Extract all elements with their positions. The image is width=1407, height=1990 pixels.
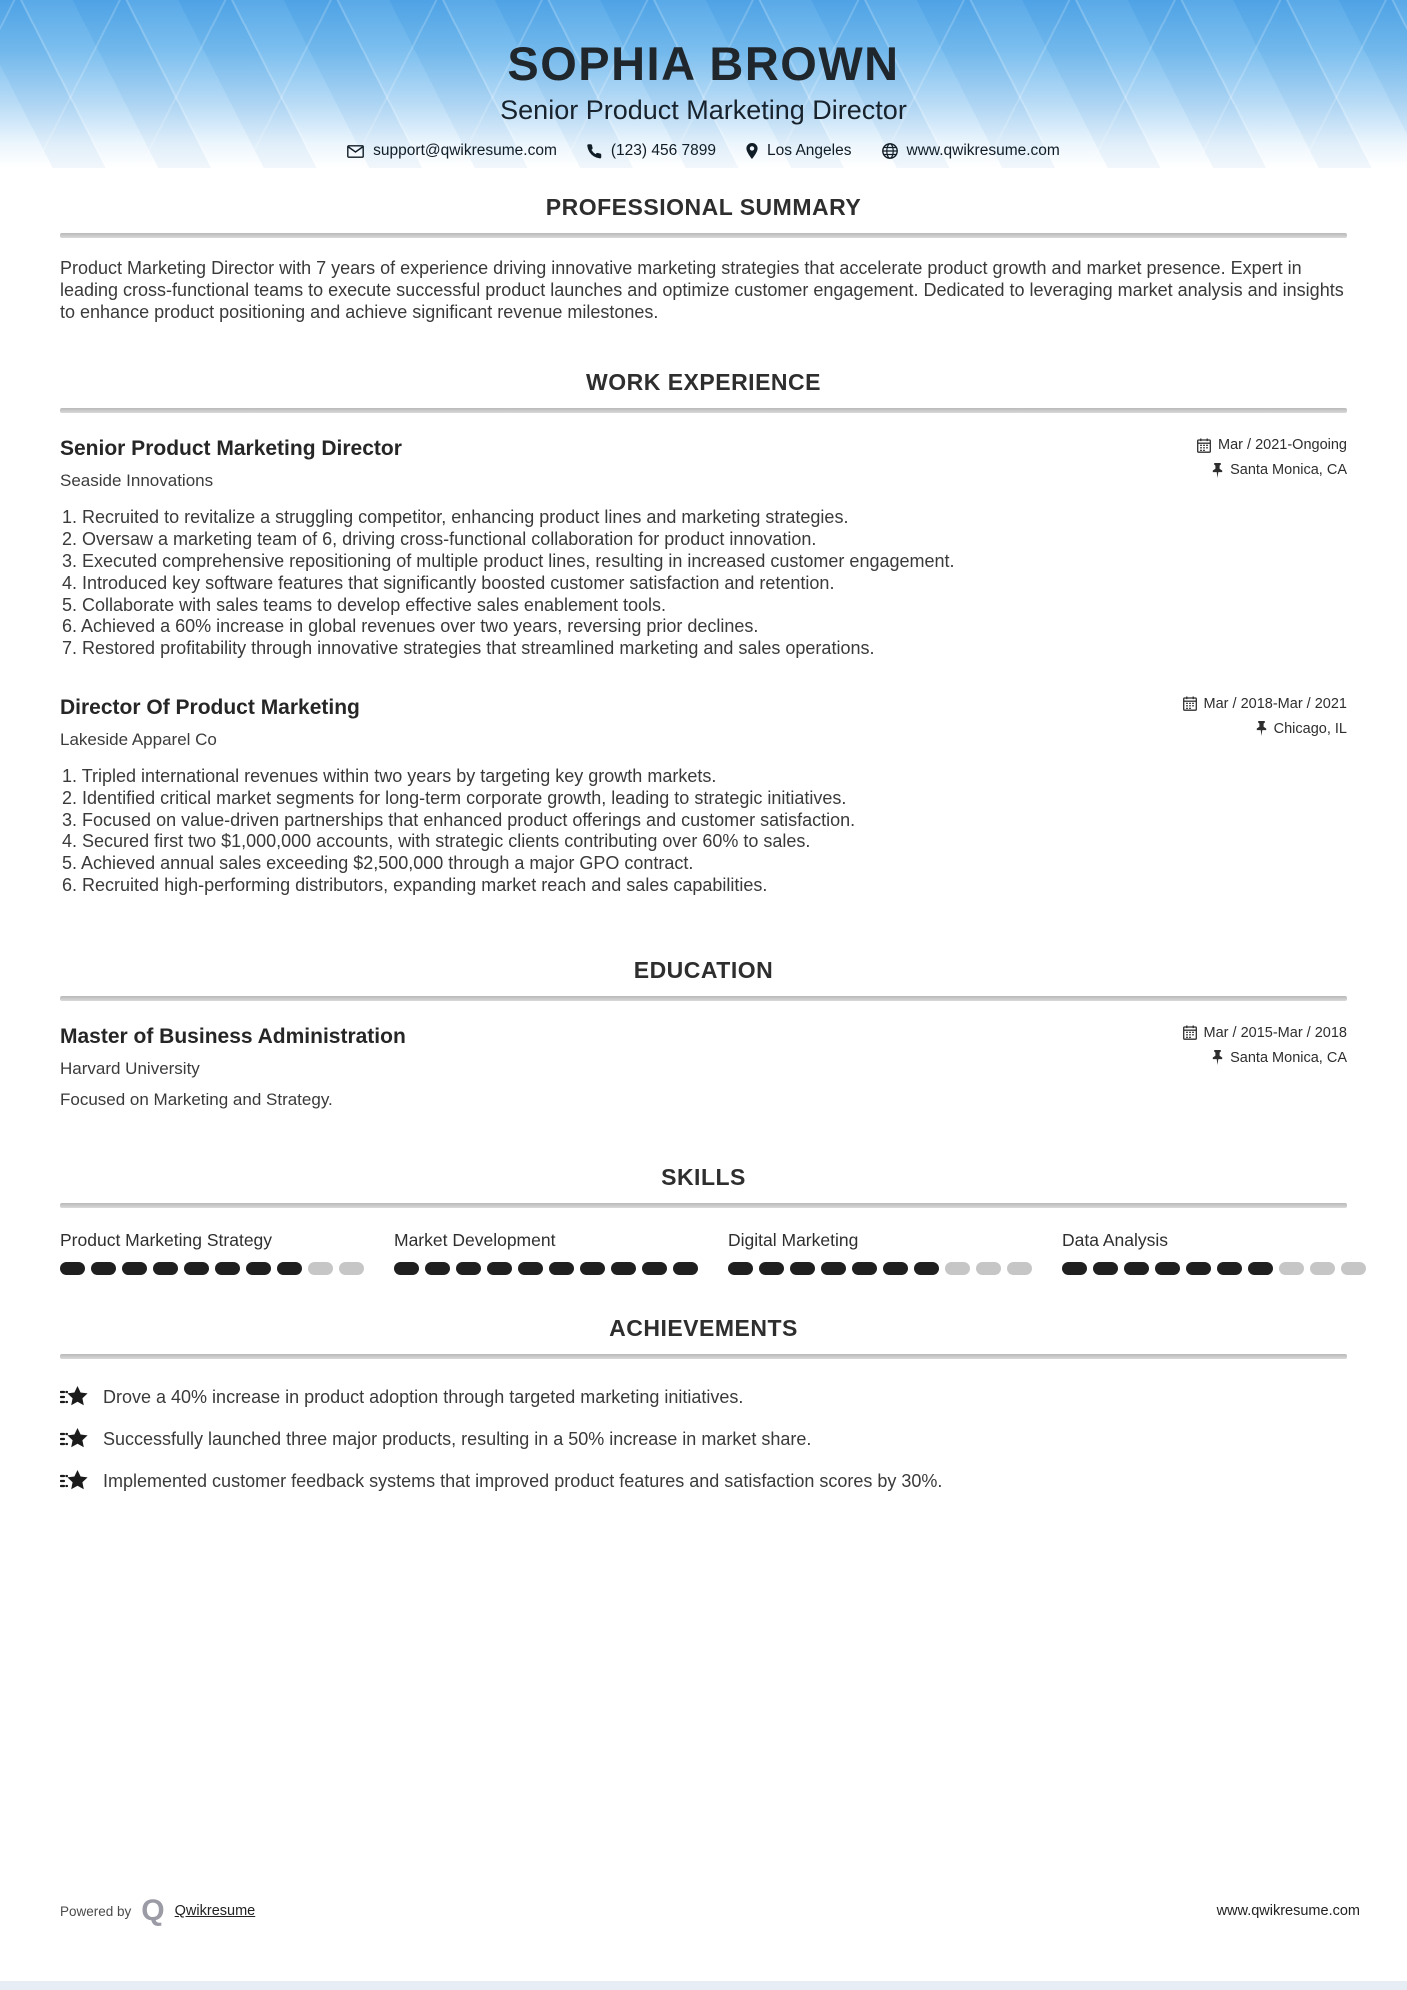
rating-dot-filled [246,1262,271,1275]
rating-dot-empty [339,1262,364,1275]
qwikresume-link[interactable]: Qwikresume [174,1903,256,1919]
education-dates-text: Mar / 2015-Mar / 2018 [1203,1024,1347,1041]
powered-by-label: Powered by [60,1903,132,1919]
rating-dot-filled [184,1262,209,1275]
rating-dot-filled [642,1262,667,1275]
jobs-list [60,437,1347,896]
skills-grid [60,1230,1347,1275]
job-dates [1197,437,1347,453]
shooting-star-icon [60,1427,88,1453]
rating-dot-filled [549,1262,574,1275]
job-location [1197,462,1347,478]
achievements-list [60,1385,1347,1495]
rating-dot-filled [91,1262,116,1275]
section-divider [60,233,1347,238]
rating-dot-filled [1248,1262,1273,1275]
skill-rating-dots [1062,1262,1366,1275]
job-duty-item: Achieved a 60% increase in global revenues over two years, reversing prior declines. [81,616,759,637]
rating-dot-empty [308,1262,333,1275]
job-dates-text: Mar / 2018-Mar / 2021 [1203,695,1347,712]
education-location-text: Santa Monica, CA [1230,1049,1347,1066]
contact-location-text: Los Angeles [767,142,852,159]
rating-dot-filled [487,1262,512,1275]
calendar-icon [1183,1025,1197,1040]
skill-item [60,1230,364,1275]
rating-dot-filled [1124,1262,1149,1275]
education-dates [1183,1025,1347,1041]
contact-phone [587,142,716,160]
person-job-title: Senior Product Marketing Director [500,95,907,125]
rating-dot-filled [914,1262,939,1275]
calendar-icon [1183,696,1197,711]
rating-dot-filled [821,1262,846,1275]
page-footer [60,1896,1360,1926]
map-pin-icon [746,143,758,159]
summary-text: Product Marketing Director with 7 years of experience driving innovative marketing strategies that accelerate product growth and market presence. Expert in leading cross-functional teams to execute successful product launches and optimize customer engagement. Dedicated to leveraging market analysis and insights to enhance product positioning and achieve significant revenue milestones. [60,258,1344,322]
rating-dot-filled [1155,1262,1180,1275]
shooting-star-icon [60,1385,88,1411]
job-entry [60,696,1347,897]
section-achievements [60,1315,1347,1495]
achievement-text: Successfully launched three major products, resulting in a 50% increase in market share. [103,1428,812,1449]
job-dates [1183,696,1347,712]
education-note: Focused on Marketing and Strategy. [60,1089,333,1109]
job-location-text: Santa Monica, CA [1230,462,1347,479]
education-entry [60,1025,1347,1110]
rating-dot-filled [611,1262,636,1275]
pushpin-icon [1212,463,1223,478]
rating-dot-filled [1062,1262,1087,1275]
skills-heading: SKILLS [661,1163,746,1190]
section-divider [60,1354,1347,1359]
person-name: SOPHIA BROWN [507,37,900,90]
job-duty-item: Achieved annual sales exceeding $2,500,000 through a major GPO contract. [81,853,694,874]
rating-dot-filled [215,1262,240,1275]
contact-phone-text: (123) 456 7899 [610,142,717,159]
achievement-text: Implemented customer feedback systems that improved product features and satisfaction scores by 30%. [103,1470,943,1491]
rating-dot-filled [425,1262,450,1275]
job-company: Seaside Innovations [60,471,214,491]
pushpin-icon [1256,721,1267,736]
skill-item [728,1230,1032,1275]
contact-row [0,142,1407,160]
section-summary [60,194,1347,323]
contact-email [347,142,557,160]
summary-heading: PROFESSIONAL SUMMARY [545,194,862,220]
degree-title: Master of Business Administration [60,1024,406,1048]
rating-dot-filled [277,1262,302,1275]
qwikresume-logo: Q [141,1894,165,1927]
skill-item [394,1230,698,1275]
skill-rating-dots [728,1262,1032,1275]
resume-header [0,0,1407,168]
section-education [60,957,1347,1110]
job-duty-item: Executed comprehensive repositioning of multiple product lines, resulting in increased customer engagement. [82,550,955,571]
education-heading: EDUCATION [633,956,774,983]
job-entry [60,437,1347,660]
resume-body [60,194,1347,1495]
shooting-star-icon [60,1469,88,1495]
rating-dot-filled [728,1262,753,1275]
skill-label: Digital Marketing [728,1229,859,1250]
job-duty-item: Restored profitability through innovative strategies that streamlined marketing and sales operations. [82,638,875,659]
rating-dot-filled [852,1262,877,1275]
rating-dot-filled [1186,1262,1211,1275]
rating-dot-filled [883,1262,908,1275]
contact-website [882,142,1060,160]
job-location-text: Chicago, IL [1273,720,1347,737]
achievement-text: Drove a 40% increase in product adoption through targeted marketing initiatives. [103,1386,744,1407]
phone-icon [587,144,602,159]
rating-dot-empty [1341,1262,1366,1275]
rating-dot-filled [759,1262,784,1275]
job-duty-item: Introduced key software features that significantly boosted customer satisfaction and retention. [82,572,835,593]
skill-rating-dots [394,1262,698,1275]
calendar-icon [1197,438,1211,453]
rating-dot-filled [1217,1262,1242,1275]
achievements-heading: ACHIEVEMENTS [609,1314,798,1341]
rating-dot-empty [976,1262,1001,1275]
section-skills [60,1164,1347,1275]
section-divider [60,996,1347,1001]
rating-dot-empty [1279,1262,1304,1275]
achievement-item [60,1427,1347,1453]
rating-dot-filled [122,1262,147,1275]
skill-item [1062,1230,1366,1275]
work-heading: WORK EXPERIENCE [586,369,821,396]
job-duty-item: Recruited to revitalize a struggling competitor, enhancing product lines and marketing strategies. [82,507,849,528]
achievement-item [60,1385,1347,1411]
rating-dot-empty [1310,1262,1335,1275]
rating-dot-filled [456,1262,481,1275]
rating-dot-empty [945,1262,970,1275]
contact-email-text: support@qwikresume.com [373,142,557,159]
job-duty-item: Identified critical market segments for long-term corporate growth, leading to strategic initiatives. [82,787,847,808]
job-duty-item: Oversaw a marketing team of 6, driving cross-functional collaboration for product innovation. [82,529,817,550]
education-location [1183,1050,1347,1066]
rating-dot-empty [1007,1262,1032,1275]
job-duties-list [60,766,1347,897]
rating-dot-filled [1093,1262,1118,1275]
section-divider [60,408,1347,413]
rating-dot-filled [673,1262,698,1275]
job-duties-list [60,507,1347,660]
job-dates-text: Mar / 2021-Ongoing [1218,437,1347,454]
contact-website-text: www.qwikresume.com [906,142,1060,159]
globe-icon [882,143,898,159]
section-work-experience [60,369,1347,896]
footer-website: www.qwikresume.com [1216,1903,1360,1919]
rating-dot-filled [518,1262,543,1275]
section-divider [60,1203,1347,1208]
job-company: Lakeside Apparel Co [60,729,217,749]
rating-dot-filled [60,1262,85,1275]
rating-dot-filled [153,1262,178,1275]
contact-location [746,142,851,160]
job-location [1183,721,1347,737]
job-duty-item: Secured first two $1,000,000 accounts, with strategic clients contributing over 60% to sales. [82,831,811,852]
skill-label: Product Marketing Strategy [60,1229,273,1250]
pushpin-icon [1212,1050,1223,1065]
skill-label: Data Analysis [1062,1229,1169,1250]
envelope-icon [347,145,364,158]
skill-label: Market Development [394,1229,556,1250]
job-duty-item: Focused on value-driven partnerships that enhanced product offerings and customer satisfaction. [82,809,856,830]
rating-dot-filled [580,1262,605,1275]
job-title: Senior Product Marketing Director [60,437,402,461]
page-bottom-edge [0,1981,1407,1990]
achievement-item [60,1469,1347,1495]
skill-rating-dots [60,1262,364,1275]
job-duty-item: Recruited high-performing distributors, expanding market reach and sales capabilities. [82,874,768,895]
job-duty-item: Collaborate with sales teams to develop effective sales enablement tools. [82,594,667,615]
job-title: Director Of Product Marketing [60,695,360,719]
school-name: Harvard University [60,1058,200,1078]
rating-dot-filled [790,1262,815,1275]
rating-dot-filled [394,1262,419,1275]
job-duty-item: Tripled international revenues within two years by targeting key growth markets. [81,765,717,786]
